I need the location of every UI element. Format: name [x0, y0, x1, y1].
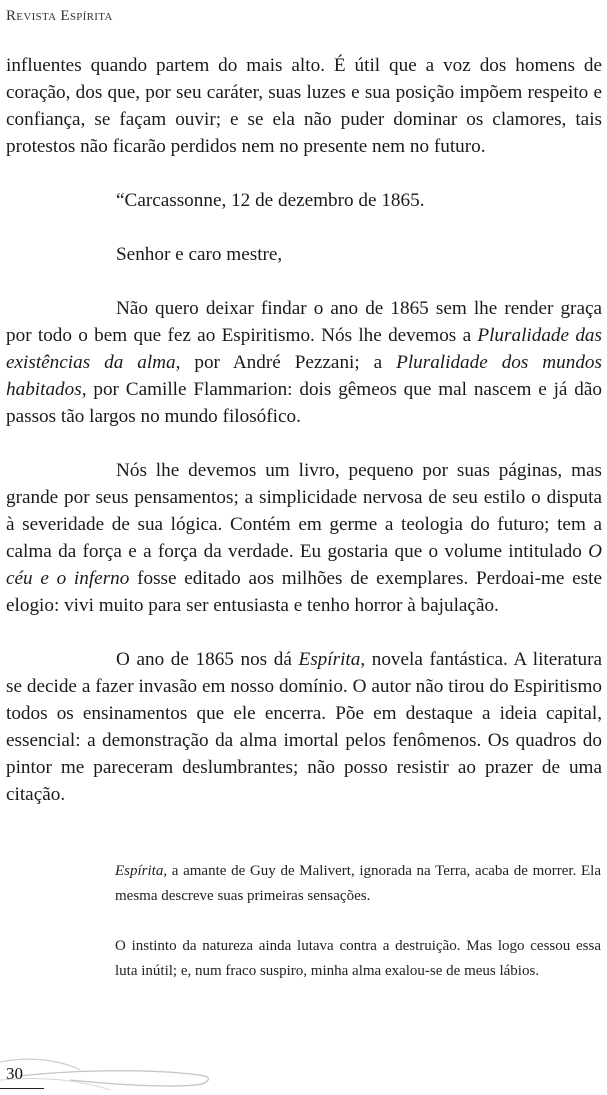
- block-quote: [115, 859, 601, 984]
- book-title-pluralidade-existencias: Pluralidade das existências da alma: [6, 325, 602, 373]
- text-run: , por André Pezzani; a: [175, 352, 397, 373]
- book-title-pluralidade-mundos: Pluralidade dos mundos habitados: [6, 352, 602, 400]
- quote-paragraph-2: O instinto da natureza ainda lutava contra a destruição. Mas logo cessou essa luta inútil; e, num fraco suspiro, minha alma exalou-se de meus lábios.: [115, 938, 601, 979]
- novel-title-espirita: Espírita: [115, 863, 164, 879]
- running-head: Revista Espírita: [6, 8, 113, 24]
- page-number-underline: [0, 1088, 44, 1089]
- book-title-ceu-inferno: O céu e o inferno: [6, 541, 602, 589]
- text-run: Nós lhe devemos um livro, pequeno por suas páginas, mas grande por seus pensamentos; a simplicidade nervosa de seu estilo o disputa à severidade de sua lógica. Contém em germe a teologia do futuro; tem a calma da força e a força da verdade. Eu gostaria que o volume intitulado: [6, 460, 602, 562]
- paragraph-1: influentes quando partem do mais alto. É útil que a voz dos homens de coração, dos que, por seu caráter, suas luzes e sua posição impõem respeito e confiança, se façam ouvir; e se ela não puder dominar os clamores, tais protestos não ficarão perdidos nem no presente nem no futuro.: [6, 55, 602, 157]
- letter-salutation: Senhor e caro mestre,: [116, 244, 283, 265]
- paragraph-books: [6, 295, 602, 430]
- paragraph-livro: [6, 457, 602, 619]
- main-text: [6, 52, 602, 808]
- novel-title-espirita: Espírita: [298, 649, 361, 670]
- letter-date-line: “Carcassonne, 12 de dezembro de 1865.: [116, 190, 425, 211]
- text-run: , novela fantástica. A literatura se decide a fazer invasão em nosso domínio. O autor não tirou do Espiritismo todos os ensinamentos que ele encerra. Põe em destaque a ideia capital, essencial: a demonstração da alma imortal pelos fenômenos. Os quadros do pintor me pareceram deslumbrantes; não posso resistir ao prazer de uma citação.: [6, 649, 603, 805]
- text-run: , por Camille Flammarion: dois gêmeos que mal nascem e já dão passos tão largos no mundo filosófico.: [6, 379, 602, 427]
- paragraph-espirita: [6, 646, 602, 808]
- page-number: 30: [6, 1064, 23, 1083]
- text-run: fosse editado aos milhões de exemplares. Perdoai-me este elogio: vivi muito para ser entusiasta e tenho horror à bajulação.: [6, 568, 602, 616]
- quote-paragraph-1: [115, 859, 601, 909]
- text-run: O ano de 1865 nos dá: [116, 649, 299, 670]
- text-run: , a amante de Guy de Malivert, ignorada na Terra, acaba de morrer. Ela mesma descreve suas primeiras sensações.: [115, 863, 601, 904]
- text-run: Não quero deixar findar o ano de 1865 sem lhe render graça por todo o bem que fez ao Espiritismo. Nós lhe devemos a: [6, 298, 602, 346]
